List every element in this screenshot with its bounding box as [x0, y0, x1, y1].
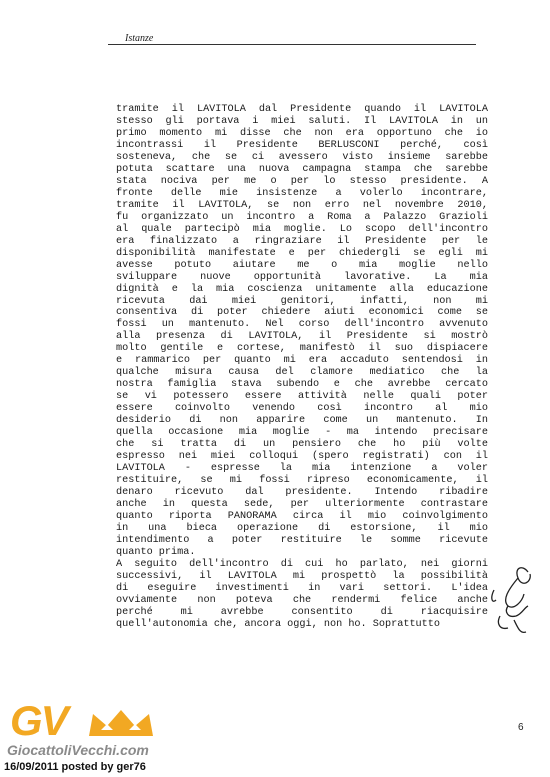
text-line: LAVITOLA - espresse la mia intenzione a voler [116, 463, 488, 475]
text-line: che si tratta di un pensiero che ho più volte [116, 439, 488, 451]
page-number: 6 [518, 722, 524, 733]
text-line: incontrassi il Presidente BERLUSCONI perché, così [116, 139, 488, 151]
crown-icon [87, 708, 155, 738]
text-line: denaro ricevuto dal presidente. Intendo ribadire [116, 487, 488, 498]
text-line: perché mi avrebbe consentito di riacquisire [116, 606, 488, 618]
watermark-site: GiocattoliVecchi.com [7, 742, 149, 758]
text-line: se vi potessero essere attività nelle quali poter [116, 391, 488, 403]
text-line: disponibilità manifestate e per chiedergli se egli mi [116, 247, 488, 259]
text-line: quella occasione mia moglie - ma intendo precisare [116, 427, 488, 439]
text-line: dignità e la mia coscienza unitamente alla educazione [116, 283, 488, 295]
text-line: di eseguire investimenti in vari settori. L'idea [116, 582, 488, 594]
text-line: e rammarico per quanto mi era accaduto sentendosi in [116, 355, 488, 367]
watermark-logo [5, 697, 205, 770]
handwritten-signature [478, 560, 540, 640]
header-label: Istanze [125, 33, 154, 44]
text-line: intendimento a poter restituire le somme ricevute [116, 534, 488, 546]
body-text [116, 104, 488, 631]
text-line: in una bieca operazione di estorsione, il mio [116, 522, 488, 534]
text-line: fossi un mantenuto. Nel corso dell'incontro avvenuto [116, 319, 488, 331]
text-line: avesse potuto aiutare me o mia moglie nello [116, 259, 488, 271]
text-line: espresso nei miei colloqui (spero registrati) con il [116, 451, 488, 463]
post-info: 16/09/2011 posted by ger76 [4, 761, 146, 773]
text-line: sosteneva, che se ci avessero visto insieme sarebbe [116, 151, 488, 163]
text-line: qualche misura causa del clamore mediatico che la [116, 367, 488, 379]
watermark-gv-letters: GV [10, 697, 67, 744]
text-line: restituire, se mi fossi ripreso economicamente, il [116, 475, 488, 487]
text-line: stesso gli portava i miei saluti. Il LAVITOLA in un [116, 115, 488, 127]
text-line: primo momento mi disse che non era opportuno che io [116, 127, 488, 139]
text-line: sviluppare nuove opportunità lavorative. La mia [116, 271, 488, 283]
header-rule [108, 44, 476, 45]
text-line: ovviamente non poteva che rendermi felice anche [116, 594, 488, 606]
text-line: potuta scattare una nuova campagna stampa che sarebbe [116, 163, 488, 175]
text-line: era finalizzato a ringraziare il Presidente per le [116, 235, 488, 247]
text-line: quanto riporta PANORAMA circa il mio coinvolgimento [116, 510, 488, 522]
text-line: A seguito dell'incontro di cui ho parlato, nei giorni [116, 558, 488, 570]
text-line: al quale partecipò mia moglie. Lo scopo dell'incontro [116, 223, 488, 235]
text-line: quanto prima. [116, 546, 196, 558]
text-line: tramite il LAVITOLA, se non erro nel novembre 2010, [116, 199, 488, 211]
text-line: successivi, il LAVITOLA mi prospettò la possibilità [116, 570, 488, 582]
text-line: ricevuta dai miei genitori, infatti, non mi [116, 295, 488, 307]
text-line: essere coinvolto venendo così incontro al mio [116, 403, 488, 415]
text-line: consentiva di poter chiedere aiuti economici come se [116, 307, 488, 319]
text-line: alla presenza di LAVITOLA, il Presidente si mostrò [116, 331, 488, 343]
text-line: stata nociva per me o per lo stesso presidente. A [116, 175, 488, 187]
text-line: fronte delle mie insistenze a volerlo incontrare, [116, 187, 488, 199]
text-line: quell'autonomia che, ancora oggi, non ho. Soprattutto [116, 618, 441, 630]
text-line: fu organizzato un incontro a Roma a Palazzo Grazioli [116, 211, 488, 223]
text-line: tramite il LAVITOLA dal Presidente quando il LAVITOLA [116, 104, 488, 115]
text-line: molto gentile e cortese, manifestò il suo dispiacere [116, 343, 488, 355]
text-line: desiderio di non apparire come un mantenuto. In [116, 415, 488, 427]
text-line: nostra famiglia stava subendo e che avrebbe cercato [116, 379, 488, 391]
text-line: anche in questa sede, per ulteriormente contrastare [116, 498, 488, 510]
